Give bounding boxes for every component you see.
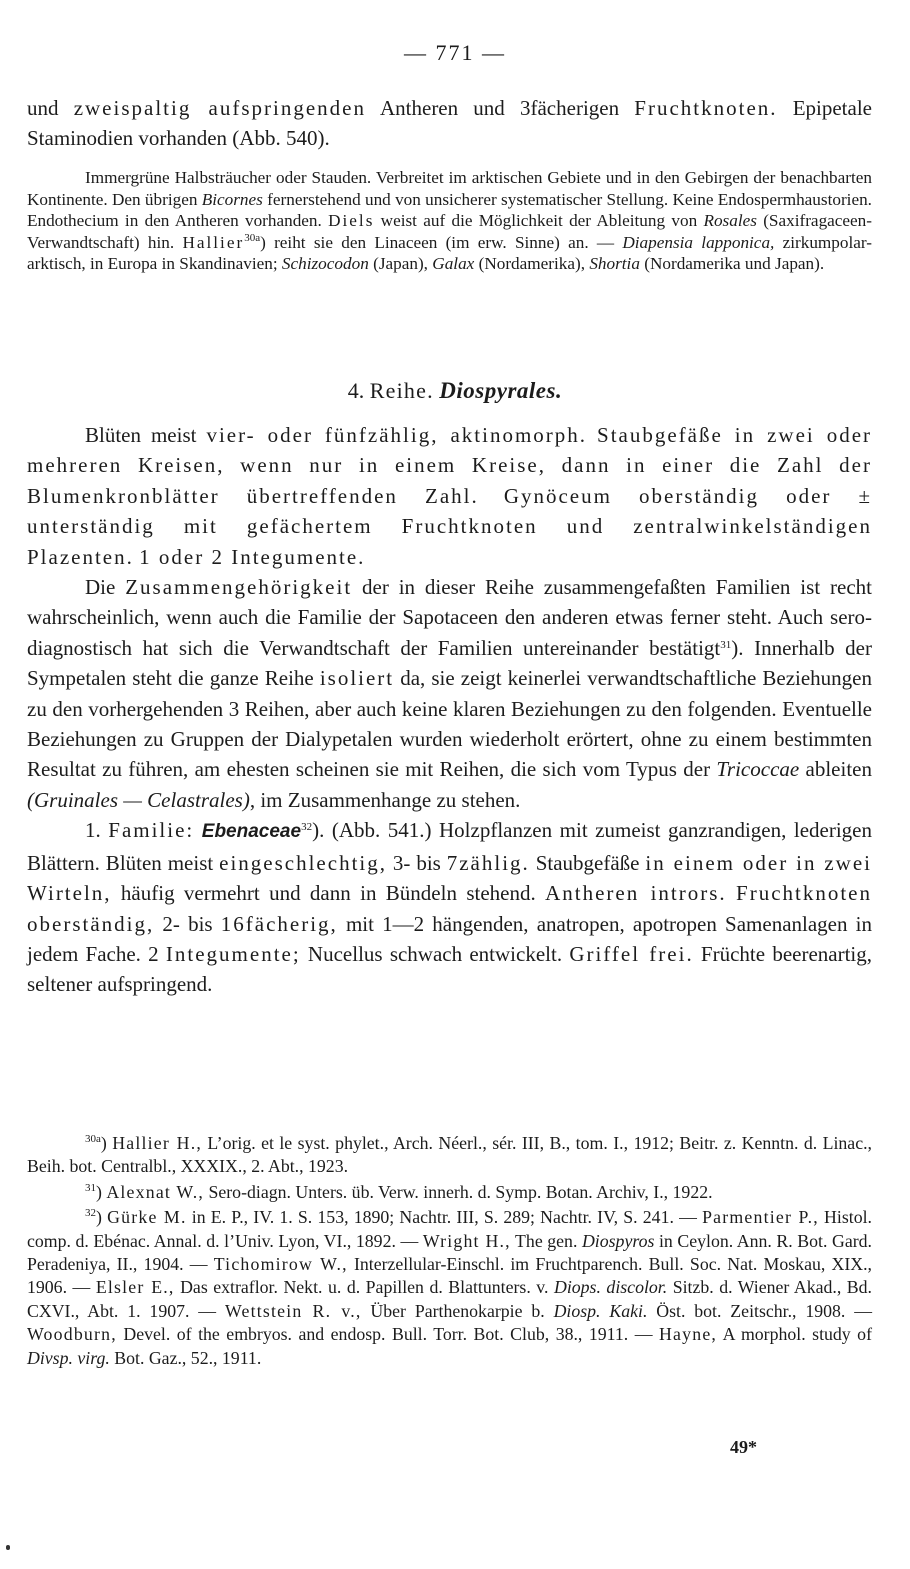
s1-b: vier- oder fünfzählig, aktinomorph. xyxy=(206,423,588,447)
s3-i: 7zählig. xyxy=(446,850,530,875)
fn2-num: 31 xyxy=(85,1181,96,1194)
section-body xyxy=(27,420,872,1000)
heading-title: Diospyrales. xyxy=(439,378,563,403)
family-name: Ebenaceae xyxy=(201,821,302,843)
fn3-n: Diops. discolor. xyxy=(553,1277,668,1298)
s3-e: 32 xyxy=(301,821,313,834)
printer-signature: 49* xyxy=(730,1437,757,1457)
s3-l: häufig vermehrt und dann in Bündeln stehend. xyxy=(111,881,546,906)
s3-v: Früchte beerenartig, seltener aufspringend. xyxy=(27,941,873,997)
s2-h: Tricoccae xyxy=(716,757,800,782)
scan-speck xyxy=(6,1545,10,1550)
fn3-r: Diosp. Kaki. xyxy=(553,1300,648,1321)
s3-t: Nucellus schwach entwickelt. xyxy=(300,941,570,966)
s3-s: Integumente; xyxy=(165,941,301,966)
footnotes xyxy=(27,1132,872,1370)
sp-j: ) reiht sie den Linaceen (im erw. Sinne) an. — xyxy=(260,232,623,252)
sp-a: Immergrüne Halbsträucher oder Stauden. Verbreitet im arktischen Gebiete und in den Gebirgen der benachbarten Kontinente. Den übrigen xyxy=(27,168,872,209)
s2-c: der in dieser Reihe zusammengefaßten Familien ist recht wahrscheinlich, wenn auch die Familie der Sapotaceen den anderen etwas ferner steht. Auch sero-diagnostisch hat sich die Verwandtschaft der Familien untereinander bestätigt xyxy=(27,575,872,660)
s3-g: eingeschlechtig, xyxy=(219,850,387,875)
s2-a: Die xyxy=(85,575,126,600)
footnote-30a xyxy=(27,1132,872,1179)
sp-q: Shortia xyxy=(589,254,640,274)
fn3-author-8: Hayne, xyxy=(659,1324,718,1345)
fn3-u: Devel. of the embryos. and endosp. Bull. Torr. Bot. Club, 38., 1911. — xyxy=(116,1324,660,1345)
footnote-31 xyxy=(27,1181,872,1204)
fn3-author-7: Woodburn, xyxy=(27,1324,117,1345)
sp-h: Hallier xyxy=(182,232,245,252)
s2-i: ableiten xyxy=(799,757,872,782)
sp-k: Diapensia lapponica, xyxy=(622,232,775,252)
fn3-num: 32 xyxy=(85,1207,96,1220)
s2-j: (Gruinales — Celastrales) xyxy=(27,787,250,812)
fn2-author: Alexnat W., xyxy=(106,1181,205,1202)
s1-c xyxy=(587,423,597,447)
s2-f: isoliert xyxy=(319,666,395,691)
fn2-c: Sero-diagn. Unters. üb. Verw. innerh. d. Symp. Botan. Archiv, I., 1922. xyxy=(204,1181,713,1202)
fn3-k: Interzellular-Einschl. im Fruchtparench. Bull. Soc. Nat. Moskau, XIX., 1906. — xyxy=(27,1254,872,1298)
s2-k: , im Zusammenhange zu stehen. xyxy=(249,787,521,812)
sp-b: Bicornes xyxy=(201,189,263,209)
s3-p: 2- bis xyxy=(154,911,221,936)
sp-f: Rosales xyxy=(703,211,757,231)
heading-word: Reihe. xyxy=(369,378,434,403)
s2-e: ). Innerhalb der Sympetalen steht die ganze Reihe xyxy=(27,635,872,691)
s1-e xyxy=(479,484,504,508)
fn3-w: A morphol. study of xyxy=(717,1324,872,1345)
fn3-author-3: Wright H., xyxy=(422,1230,511,1251)
s3-r: mit 1—2 hängenden, anatropen, apotropen Samenanlagen in jedem Fache. 2 xyxy=(27,911,873,966)
fn1-author: Hallier H., xyxy=(112,1133,202,1153)
section-paragraph-1 xyxy=(27,420,872,572)
fn3-i: in Ceylon. Ann. R. Bot. Gard. Peradeniya, II., 1904. — xyxy=(27,1230,872,1275)
fn3-a: ) xyxy=(96,1207,108,1228)
fn3-g: The gen. xyxy=(510,1230,582,1251)
intro-paragraph xyxy=(27,94,872,153)
sp-o: Galax xyxy=(432,254,475,274)
fn3-x: Divsp. virg. xyxy=(27,1347,110,1368)
fn3-author-5: Elsler E., xyxy=(95,1277,175,1298)
sp-i: 30a xyxy=(244,231,261,244)
s1-a: Blüten meist xyxy=(85,423,207,447)
section-paragraph-2 xyxy=(27,572,872,815)
s3-b: Familie: xyxy=(108,818,195,843)
fn2-a: ) xyxy=(96,1181,107,1202)
s2-d: 31 xyxy=(720,638,732,651)
s2-g: da, sie zeigt keinerlei verwandtschaftliche Beziehungen zu den vorhergehenden 3 Reihen, aber auch keine klaren Beziehungen zu den folgenden. Eventuelle Beziehungen zu Gruppen der Dialypetalen wurden wiederholt erörtert, ohne zu einem bestimmten Resultat zu führen, am ehesten scheinen sie mit Reihen, die sich vom Typus der xyxy=(27,666,872,782)
sp-e: weist auf die Möglichkeit der Ableitung von xyxy=(374,211,704,231)
s3-k: in einem oder in zwei Wirteln, xyxy=(27,850,873,906)
sp-p: (Nordamerika), xyxy=(474,254,590,274)
fn3-author-6: Wettstein R. v., xyxy=(224,1300,362,1321)
sp-c: fernerstehend und von unsicherer systematischer Stellung. Keine Endospermhaustorien. Endothecium in den Antheren vorhanden. xyxy=(27,189,872,231)
s3-c xyxy=(194,818,202,842)
fn3-h: Diospyros xyxy=(581,1230,655,1251)
fn1-num: 30a xyxy=(85,1133,101,1145)
small-paragraph-text xyxy=(27,167,872,275)
small-paragraph xyxy=(27,167,872,275)
fn3-c: in E. P., IV. 1. S. 153, 1890; Nachtr. III, S. 289; Nachtr. IV, S. 241. — xyxy=(186,1207,703,1228)
s3-a: 1. xyxy=(85,818,109,843)
fn3-m: Das extraflor. Nekt. u. d. Papillen d. Blattunters. v. xyxy=(174,1277,554,1298)
sp-d: Diels xyxy=(328,211,375,231)
fn3-o: Sitzb. d. Wiener Akad., Bd. CXVI., Abt. 1. 1907. — xyxy=(27,1277,872,1321)
intro-text xyxy=(27,94,872,153)
s1-f: Gynöceum oberständig oder ± unterständig mit gefächertem Fruchtknoten und zentralwinkelständigen Plazenten. xyxy=(27,483,872,569)
s3-n xyxy=(727,881,736,905)
fn3-e: Histol. comp. d. Ebénac. Annal. d. l’Univ. Lyon, VI., 1892. — xyxy=(27,1207,872,1251)
fn3-author-1: Gürke M. xyxy=(107,1207,187,1228)
s3-m: Antheren intrors. xyxy=(545,881,727,906)
page-number: — 771 — xyxy=(404,40,506,65)
sp-l: zirkumpolar-arktisch, in Europa in Skandinavien; xyxy=(27,232,872,274)
s3-h: 3- bis xyxy=(387,850,447,875)
fn3-q: Über Parthenokarpie b. xyxy=(361,1300,554,1321)
fn3-author-4: Tichomirow W., xyxy=(213,1254,348,1275)
section-paragraph-3 xyxy=(27,815,872,999)
section-heading xyxy=(0,378,910,404)
s3-u: Griffel frei. xyxy=(569,941,694,966)
intro-text-b: zweispaltig aufspringenden xyxy=(73,96,366,120)
sp-n: (Japan), xyxy=(368,254,433,274)
s2-b: Zusammengehörigkeit xyxy=(125,575,353,600)
s3-q: 16fächerig, xyxy=(220,911,338,936)
intro-text-a: und xyxy=(27,96,74,120)
s1-d: Staubgefäße in zwei oder mehreren Kreisen, wenn nur in einem Kreise, dann in einer die Zahl der Blumenkronblätter übertreffenden Zahl. xyxy=(27,423,873,508)
intro-text-c: Antheren und 3fächerigen xyxy=(365,96,635,120)
s3-j: Staubgefäße xyxy=(529,850,646,875)
s3-f: ). (Abb. 541.) Holzpflanzen mit zumeist ganzrandigen, lederigen Blättern. Blüten meist xyxy=(27,818,872,875)
sp-r: (Nordamerika und Japan). xyxy=(639,254,825,274)
intro-text-e: Epipetale Staminodien vorhanden (Abb. 540). xyxy=(27,96,872,150)
s1-h: 1 oder 2 Integumente. xyxy=(139,544,366,569)
heading-number: 4. xyxy=(347,378,370,403)
fn3-author-2: Parmentier P., xyxy=(702,1207,819,1228)
fn1-c: L’orig. et le syst. phylet., Arch. Néerl., sér. III, B., tom. I., 1912; Beitr. z. Kenntn. d. Linac., Beih. bot. Centralbl., XXXIX., 2. Abt., 1923. xyxy=(27,1133,872,1177)
fn1-a: ) xyxy=(100,1133,113,1153)
sp-m: Schizocodon xyxy=(281,254,369,274)
intro-text-d: Fruchtknoten. xyxy=(634,96,778,120)
fn3-y: Bot. Gaz., 52., 1911. xyxy=(109,1347,262,1368)
sp-g: (Saxifragaceen-Verwandtschaft) hin. xyxy=(27,211,872,252)
s3-o: Fruchtknoten oberständig, xyxy=(27,881,872,936)
fn3-s: Öst. bot. Zeitschr., 1908. — xyxy=(647,1300,873,1321)
footnote-32 xyxy=(27,1206,872,1370)
